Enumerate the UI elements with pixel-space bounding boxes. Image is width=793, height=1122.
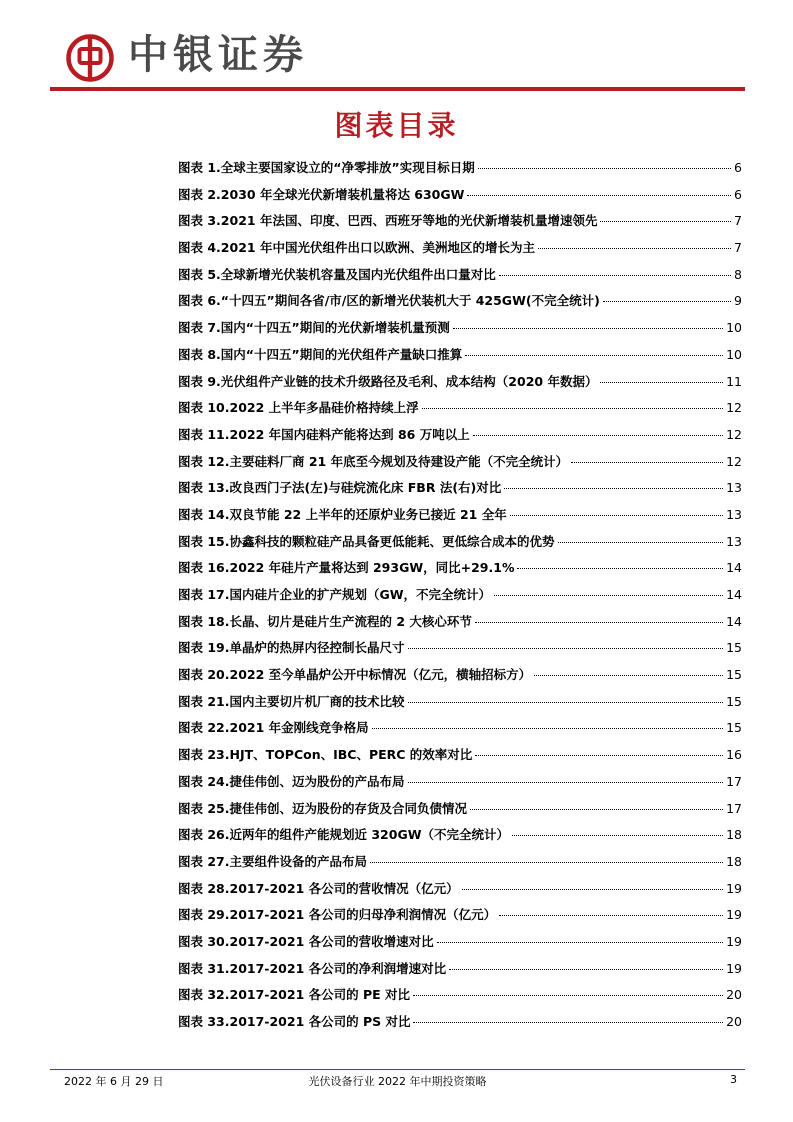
toc-entry-label[interactable]: 图表 30.2017-2021 各公司的营收增速对比 — [178, 933, 434, 949]
toc-entry[interactable] — [178, 505, 742, 532]
toc-entry-label[interactable]: 图表 14.双良节能 22 上半年的还原炉业务已接近 21 全年 — [178, 506, 507, 522]
toc-entry[interactable] — [178, 585, 742, 612]
toc-entry-label[interactable]: 图表 24.捷佳伟创、迈为股份的产品布局 — [178, 773, 405, 789]
toc-entry-label[interactable]: 图表 8.国内“十四五”期间的光伏组件产量缺口推算 — [178, 346, 463, 362]
toc-dot-leader — [499, 275, 731, 276]
toc-entry-label[interactable]: 图表 22.2021 年金刚线竞争格局 — [178, 720, 369, 736]
toc-entry-page[interactable]: 18 — [726, 827, 742, 843]
toc-entry-label[interactable]: 图表 32.2017-2021 各公司的 PE 对比 — [178, 987, 411, 1003]
footer-divider — [50, 1069, 745, 1070]
toc-entry-page[interactable]: 9 — [734, 293, 742, 309]
toc-entry[interactable] — [178, 718, 742, 745]
toc-entry[interactable] — [178, 959, 742, 986]
toc-entry[interactable] — [178, 452, 742, 479]
toc-dot-leader — [510, 515, 723, 516]
toc-entry-label[interactable]: 图表 21.国内主要切片机厂商的技术比较 — [178, 693, 405, 709]
toc-entry[interactable] — [178, 692, 742, 719]
toc-entry-label[interactable]: 图表 3.2021 年法国、印度、巴西、西班牙等地的光伏新增装机量增速领先 — [178, 213, 598, 229]
toc-entry-label[interactable]: 图表 18.长晶、切片是硅片生产流程的 2 大核心环节 — [178, 613, 472, 629]
toc-entry[interactable] — [178, 665, 742, 692]
toc-entry-label[interactable]: 图表 17.国内硅片企业的扩产规划（GW，不完全统计） — [178, 587, 492, 602]
toc-entry[interactable] — [178, 772, 742, 799]
toc-entry-page[interactable]: 20 — [726, 987, 742, 1003]
toc-entry-page[interactable]: 12 — [726, 400, 742, 416]
toc-entry[interactable] — [178, 932, 742, 959]
toc-entry-label[interactable]: 图表 13.改良西门子法(左)与硅烷流化床 FBR 法(右)对比 — [178, 480, 502, 496]
toc-entry-label[interactable]: 图表 11.2022 年国内硅料产能将达到 86 万吨以上 — [178, 426, 470, 442]
toc-dot-leader — [571, 462, 723, 463]
toc-dot-leader — [470, 809, 723, 810]
toc-entry-page[interactable]: 7 — [734, 213, 742, 229]
toc-entry-label[interactable]: 图表 15.协鑫科技的颗粒硅产品具备更低能耗、更低综合成本的优势 — [178, 533, 555, 549]
toc-dot-leader — [467, 195, 731, 196]
toc-entry-label[interactable]: 图表 31.2017-2021 各公司的净利润增速对比 — [178, 960, 447, 976]
toc-dot-leader — [413, 995, 723, 996]
toc-entry-label[interactable]: 图表 12.主要硅料厂商 21 年底至今规划及待建设产能（不完全统计） — [178, 453, 569, 469]
toc-entry-page[interactable]: 14 — [726, 587, 742, 602]
toc-entry-label[interactable]: 图表 20.2022 至今单晶炉公开中标情况（亿元，横轴招标方） — [178, 667, 532, 683]
toc-dot-leader — [465, 355, 723, 356]
toc-dot-leader — [475, 755, 723, 756]
toc-dot-leader — [494, 595, 723, 596]
page-title: 图表目录 — [334, 109, 459, 142]
bank-of-china-logo-icon — [66, 34, 114, 82]
toc-dot-leader — [538, 248, 731, 249]
toc-entry-label[interactable]: 图表 23.HJT、TOPCon、IBC、PERC 的效率对比 — [178, 747, 473, 763]
toc-entry-page[interactable]: 12 — [726, 453, 742, 469]
toc-entry-label[interactable]: 图表 10.2022 上半年多晶硅价格持续上浮 — [178, 400, 419, 416]
toc-entry-page[interactable]: 18 — [726, 853, 742, 869]
toc-entry[interactable] — [178, 158, 742, 185]
toc-dot-leader — [413, 1022, 723, 1023]
toc-dot-leader — [408, 702, 724, 703]
toc-dot-leader — [437, 942, 723, 943]
toc-entry[interactable] — [178, 745, 742, 772]
toc-entry-page[interactable]: 6 — [734, 160, 742, 175]
toc-entry-page[interactable]: 7 — [734, 240, 742, 256]
toc-dot-leader — [408, 648, 724, 649]
toc-dot-leader — [504, 488, 723, 489]
toc-entry-label[interactable]: 图表 28.2017-2021 各公司的营收情况（亿元） — [178, 880, 459, 896]
toc-entry[interactable] — [178, 398, 742, 425]
toc-entry-label[interactable]: 图表 1.全球主要国家设立的“净零排放”实现目标日期 — [178, 160, 475, 175]
toc-entry-page[interactable]: 11 — [726, 373, 742, 389]
toc-entry-label[interactable]: 图表 5.全球新增光伏装机容量及国内光伏组件出口量对比 — [178, 266, 496, 282]
footer-report-title: 光伏设备行业 2022 年中期投资策略 — [308, 1075, 487, 1088]
toc-entry[interactable] — [178, 638, 742, 665]
toc-entry-page[interactable]: 13 — [726, 506, 742, 522]
toc-entry-label[interactable]: 图表 7.国内“十四五”期间的光伏新增装机量预测 — [178, 320, 450, 336]
toc-entry-label[interactable]: 图表 4.2021 年中国光伏组件出口以欧洲、美洲地区的增长为主 — [178, 240, 535, 256]
toc-entry[interactable] — [178, 985, 742, 1012]
toc-entry-page[interactable]: 19 — [726, 933, 742, 949]
toc-dot-leader — [422, 408, 723, 409]
toc-dot-leader — [600, 382, 723, 383]
toc-entry-page[interactable]: 15 — [726, 693, 742, 709]
toc-dot-leader — [453, 328, 723, 329]
toc-dot-leader — [558, 542, 724, 543]
toc-entry-label[interactable]: 图表 27.主要组件设备的产品布局 — [178, 853, 367, 869]
toc-dot-leader — [512, 835, 723, 836]
toc-entry-label[interactable]: 图表 6.“十四五”期间各省/市/区的新增光伏装机大于 425GW(不完全统计) — [178, 293, 600, 309]
toc-entry-page[interactable]: 8 — [734, 266, 742, 282]
toc-entry[interactable] — [178, 291, 742, 318]
header-divider — [50, 87, 745, 91]
toc-entry-label[interactable]: 图表 19.单晶炉的热屏内径控制长晶尺寸 — [178, 640, 405, 656]
toc-entry[interactable] — [178, 879, 742, 906]
toc-entry-page[interactable]: 17 — [726, 773, 742, 789]
toc-dot-leader — [408, 782, 724, 783]
toc-entry[interactable] — [178, 558, 742, 585]
toc-entry-label[interactable]: 图表 33.2017-2021 各公司的 PS 对比 — [178, 1014, 411, 1029]
toc-dot-leader — [372, 728, 723, 729]
toc-dot-leader — [600, 221, 731, 222]
toc-entry[interactable] — [178, 265, 742, 292]
toc-dot-leader — [517, 568, 723, 569]
toc-entry[interactable] — [178, 905, 742, 932]
toc-entry[interactable] — [178, 372, 742, 399]
toc-entry-label[interactable]: 图表 25.捷佳伟创、迈为股份的存货及合同负债情况 — [178, 800, 467, 816]
toc-entry-page[interactable]: 14 — [726, 560, 742, 576]
toc-entry-page[interactable]: 12 — [726, 426, 742, 442]
toc-dot-leader — [534, 675, 723, 676]
toc-entry-page[interactable]: 14 — [726, 613, 742, 629]
toc-list — [178, 158, 742, 1039]
toc-entry-page[interactable]: 6 — [734, 186, 742, 202]
toc-entry[interactable] — [178, 799, 742, 826]
page-header — [0, 0, 793, 90]
toc-entry[interactable] — [178, 852, 742, 879]
toc-entry[interactable] — [178, 478, 742, 505]
toc-entry[interactable] — [178, 532, 742, 559]
toc-dot-leader — [603, 301, 731, 302]
toc-entry-page[interactable]: 15 — [726, 667, 742, 683]
toc-entry-page[interactable]: 10 — [726, 320, 742, 336]
toc-dot-leader — [462, 889, 723, 890]
toc-entry-label[interactable]: 图表 2.2030 年全球光伏新增装机量将达 630GW — [178, 186, 465, 202]
toc-entry-page[interactable]: 10 — [726, 346, 742, 362]
toc-entry[interactable] — [178, 185, 742, 212]
toc-entry-label[interactable]: 图表 9.光伏组件产业链的技术升级路径及毛利、成本结构（2020 年数据） — [178, 373, 598, 389]
toc-entry-page[interactable]: 13 — [726, 533, 742, 549]
toc-dot-leader — [478, 168, 731, 169]
brand-name: 中银证券 — [128, 31, 308, 78]
toc-entry[interactable] — [178, 425, 742, 452]
toc-dot-leader — [473, 435, 723, 436]
toc-entry[interactable] — [178, 211, 742, 238]
toc-entry-label[interactable]: 图表 16.2022 年硅片产量将达到 293GW，同比+29.1% — [178, 560, 515, 576]
toc-entry-page[interactable]: 20 — [726, 1014, 742, 1029]
toc-dot-leader — [449, 969, 723, 970]
toc-entry-page[interactable]: 16 — [726, 747, 742, 763]
toc-entry-page[interactable]: 13 — [726, 480, 742, 496]
page-footer — [50, 1073, 745, 1091]
toc-entry-page[interactable]: 15 — [726, 640, 742, 656]
toc-entry-page[interactable]: 19 — [726, 880, 742, 896]
toc-entry-page[interactable]: 19 — [726, 907, 742, 923]
toc-entry[interactable] — [178, 1012, 742, 1039]
footer-date: 2022 年 6 月 29 日 — [64, 1075, 164, 1088]
toc-entry-label[interactable]: 图表 29.2017-2021 各公司的归母净利润情况（亿元） — [178, 907, 497, 923]
toc-entry[interactable] — [178, 612, 742, 639]
toc-entry-page[interactable]: 15 — [726, 720, 742, 736]
toc-entry-page[interactable]: 19 — [726, 960, 742, 976]
toc-entry[interactable] — [178, 318, 742, 345]
footer-page-number: 3 — [730, 1073, 737, 1086]
toc-entry[interactable] — [178, 345, 742, 372]
toc-entry[interactable] — [178, 238, 742, 265]
toc-entry-label[interactable]: 图表 26.近两年的组件产能规划近 320GW（不完全统计） — [178, 827, 509, 843]
toc-dot-leader — [499, 915, 723, 916]
toc-dot-leader — [475, 622, 723, 623]
toc-entry-page[interactable]: 17 — [726, 800, 742, 816]
toc-entry[interactable] — [178, 825, 742, 852]
toc-dot-leader — [370, 862, 723, 863]
